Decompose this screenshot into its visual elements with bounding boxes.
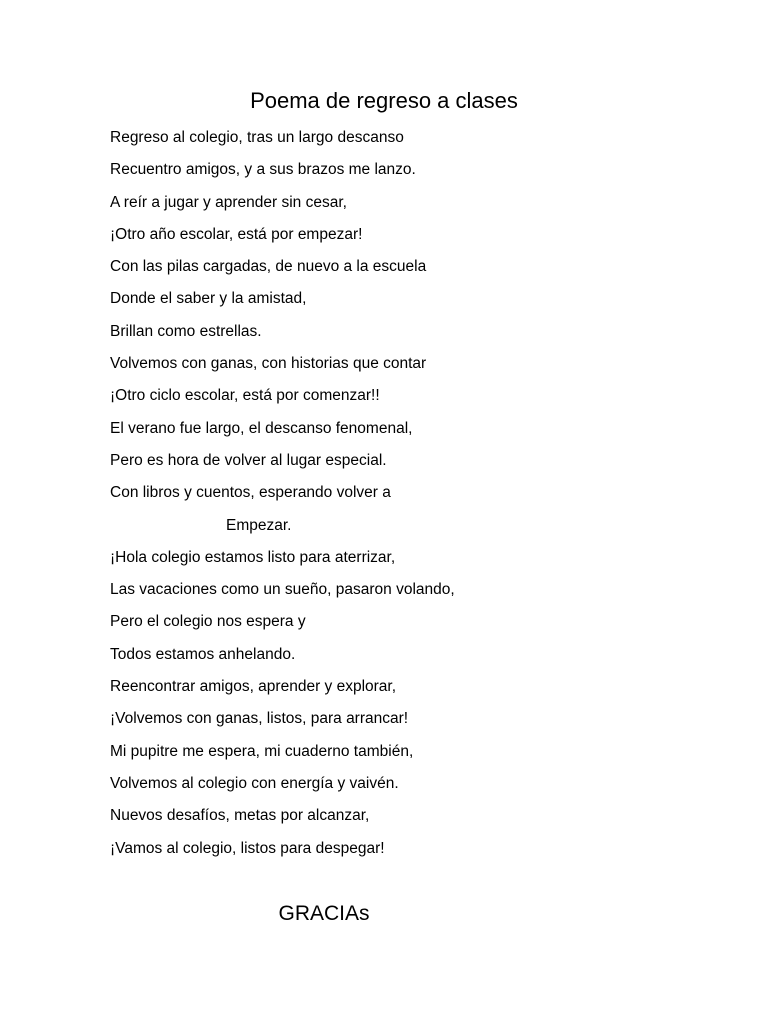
poem-line: ¡Otro año escolar, está por empezar!: [110, 225, 363, 243]
poem-line: Mi pupitre me espera, mi cuaderno también,: [110, 742, 414, 760]
poem-line: Volvemos al colegio con energía y vaivén.: [110, 774, 399, 792]
poem-body: [110, 125, 670, 868]
poem-line: Con las pilas cargadas, de nuevo a la escuela: [110, 258, 427, 276]
poem-line: A reír a jugar y aprender sin cesar,: [110, 193, 347, 211]
poem-line: ¡Volvemos con ganas, listos, para arrancar!: [110, 710, 409, 728]
poem-line: Pero es hora de volver al lugar especial.: [110, 451, 387, 469]
poem-line: Todos estamos anhelando.: [110, 645, 296, 663]
poem-line: ¡Otro ciclo escolar, está por comenzar!!: [110, 387, 380, 405]
poem-line: Recuentro amigos, y a sus brazos me lanzo.: [110, 161, 416, 179]
poem-title: Poema de regreso a clases: [250, 88, 518, 113]
poem-line: ¡Hola colegio estamos listo para aterrizar,: [110, 548, 396, 566]
poem-line: Regreso al colegio, tras un largo descanso: [110, 129, 404, 146]
poem-line: Brillan como estrellas.: [110, 322, 262, 340]
poem-line-indented: Empezar.: [226, 516, 292, 534]
poem-line: Volvemos con ganas, con historias que contar: [110, 355, 427, 373]
poem-line: Con libros y cuentos, esperando volver a: [110, 484, 391, 502]
poem-line: Reencontrar amigos, aprender y explorar,: [110, 678, 397, 696]
poem-line: Donde el saber y la amistad,: [110, 290, 307, 308]
poem-line: Nuevos desafíos, metas por alcanzar,: [110, 807, 370, 825]
poem-line: El verano fue largo, el descanso fenomenal,: [110, 419, 413, 437]
closing-text: GRACIAs: [278, 902, 370, 925]
poem-line: Las vacaciones como un sueño, pasaron volando,: [110, 581, 455, 599]
poem-line: Pero el colegio nos espera y: [110, 613, 306, 631]
poem-line: ¡Vamos al colegio, listos para despegar!: [110, 839, 385, 857]
